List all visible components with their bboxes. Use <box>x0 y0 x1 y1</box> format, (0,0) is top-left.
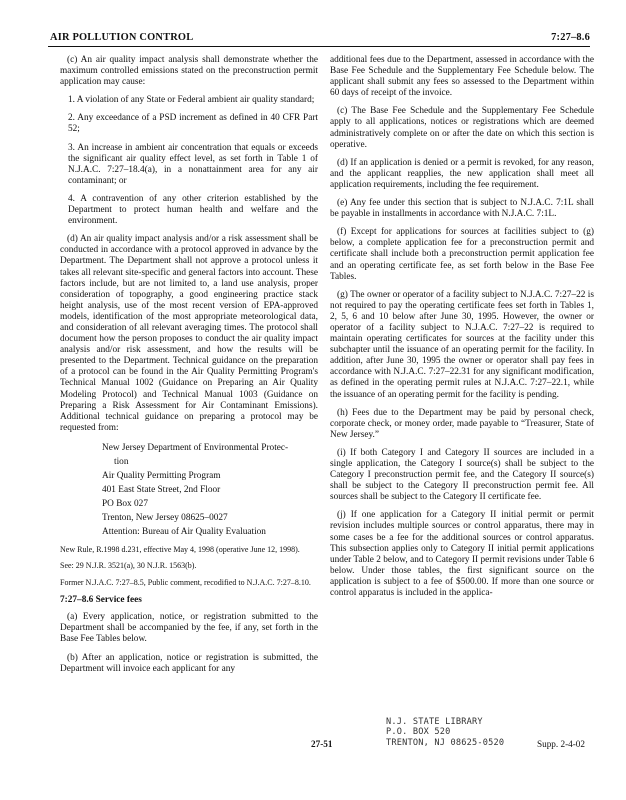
paragraph-d: (d) An air quality impact analysis and/or a risk assessment shall be conducted in accordance with a protocol approved in advance by the Department. The Department shall not approve a protocol unless it takes all relevant site-specific and general factors into account. These factors include, but are not limited to, a land use analysis, proper consideration of topography, a good engineering practice stack height analysis, use of the most recent version of EPA-approved models, identification of the most appropriate meteorological data, and consideration of all relevant averaging times. The protocol shall document how the person proposes to conduct the air quality impact analysis and/or risk assessment, and how the results will be presented to the Department. Technical guidance on the preparation of a protocol can be found in the Air Quality Permitting Program's Technical Manual 1002 (Guidance on Preparing an Air Quality Modeling Protocol) and Technical Manual 1003 (Guidance on Preparing a Risk Assessment for Air Contaminant Emissions). Additional technical guidance on preparing a protocol may be requested from: <box>60 234 318 433</box>
address-line-city: Trenton, New Jersey 08625–0027 <box>102 512 228 523</box>
address-line-street: 401 East State Street, 2nd Floor <box>102 484 221 495</box>
list-item-2: 2. Any exceedance of a PSD increment as defined in 40 CFR Part 52; <box>68 113 318 135</box>
list-item-3: 3. An increase in ambient air concentration that equals or exceeds the significant air quality effect level, as set forth in Table 1 of N.J.A.C. 7:27–18.4(a), in a nonattainment area for any air contaminant; or <box>68 142 318 186</box>
paragraph-b-continued: additional fees due to the Department, assessed in accordance with the Base Fee Schedule and the Supplementary Fee Schedule below. The applicant shall submit any fees so assessed to the Department within 60 days of receipt of the invoice. <box>330 55 594 99</box>
page-number: 27-51 <box>311 739 333 749</box>
stamp-line-city: TRENTON, NJ 08625-0520 <box>386 737 505 748</box>
paragraph-j-fees: (j) If one application for a Category II initial permit or permit revision includes multiple sources or control apparatus, there may in some cases be a fee for the additional sources or control apparatus. This subsection applies only to Category II initial permit applications under Table 2 below, and to Category II permit revisions under Table 6 below. Under those tables, the first significant source on the application is subject to a fee of $500.00. If more than one source or control apparatus is included in the applica- <box>330 510 594 599</box>
history-note-see: See: 29 N.J.R. 3521(a), 30 N.J.R. 1563(b). <box>60 561 197 571</box>
paragraph-c: (c) An air quality impact analysis shall demonstrate whether the maximum controlled emissions stated on the preconstruction permit application may cause: <box>60 55 318 88</box>
address-line-pobox: PO Box 027 <box>102 498 148 509</box>
paragraph-c-fees: (c) The Base Fee Schedule and the Supplementary Fee Schedule apply to all applications, notices or registrations which are deemed administratively complete on or after the date on which this section is operative. <box>330 106 594 150</box>
list-item-1: 1. A violation of any State or Federal ambient air quality standard; <box>68 95 315 106</box>
header-section-number: 7:27–8.6 <box>551 32 590 43</box>
paragraph-d-fees: (d) If an application is denied or a permit is revoked, for any reason, and the applicant reapplies, the new application shall meet all application requirements, including the fee requirement. <box>330 157 594 190</box>
stamp-line-library: N.J. STATE LIBRARY <box>386 717 483 727</box>
address-line-program: Air Quality Permitting Program <box>102 470 221 481</box>
running-header <box>48 31 590 47</box>
paragraph-b: (b) After an application, notice or registration is submitted, the Department will invoice each applicant for any <box>60 652 318 674</box>
history-note-former: Former N.J.A.C. 7:27–8.5, Public comment, recodified to N.J.A.C. 7:27–8.10. <box>60 577 311 587</box>
paragraph-i-fees: (i) If both Category I and Category II sources are included in a single application, the Category I source(s) shall be subject to the Category I preconstruction permit fee, and the Category II source(s) shall be subject to the Category II preconstruction permit fee. All sources shall be subject to the Category II certificate fee. <box>330 447 594 503</box>
history-note-rule: New Rule, R.1998 d.231, effective May 4, 1998 (operative June 12, 1998). <box>60 544 300 554</box>
list-item-4: 4. A contravention of any other criterion established by the Department to protect human health and welfare and the environment. <box>68 193 318 227</box>
supplement-date: Supp. 2-4-02 <box>537 739 585 749</box>
paragraph-h-fees: (h) Fees due to the Department may be paid by personal check, corporate check, or money order, made payable to “Treasurer, State of New Jersey.” <box>330 407 594 440</box>
right-column <box>330 55 594 606</box>
paragraph-a: (a) Every application, notice, or registration submitted to the Department shall be accompanied by the fee, if any, set forth in the Base Fee Tables below. <box>60 612 318 645</box>
header-title: AIR POLLUTION CONTROL <box>50 32 194 43</box>
library-stamp <box>386 717 504 748</box>
address-line-attention: Attention: Bureau of Air Quality Evaluation <box>102 526 266 537</box>
section-heading: 7:27–8.6 Service fees <box>60 595 142 606</box>
stamp-line-box: P.O. BOX 520 <box>386 727 451 738</box>
left-column <box>60 55 318 682</box>
address-line-agency: New Jersey Department of Environmental Protec- <box>102 442 289 453</box>
paragraph-f-fees: (f) Except for applications for sources at facilities subject to (g) below, a complete application fee for a preconstruction permit and certificate shall include both a preconstruction permit application fee and an operating certificate fee, as set forth below in the Base Fee Tables. <box>330 227 594 282</box>
mailing-address <box>60 441 318 539</box>
paragraph-g-fees: (g) The owner or operator of a facility subject to N.J.A.C. 7:27–22 is not required to pay the operating certificate fees set forth in Tables 1, 2, 5, 6 and 10 below after June 30, 1995. However, the owner or operator of a facility subject to N.J.A.C. 7:27–22 is required to maintain operating certificates for sources at the facility under this subchapter until the issuance of an operating permit for the facility. In addition, after June 30, 1995 the owner or operator shall pay fees in accordance with N.J.A.C. 7:27–22.31 for any significant modification, as defined in the operating permit rules at N.J.A.C. 7:27–22.1, while the issuance of an operating permit for the facility is pending. <box>330 289 594 400</box>
paragraph-e-fees: (e) Any fee under this section that is subject to N.J.A.C. 7:1L shall be payable in installments in accordance with N.J.A.C. 7:1L. <box>330 198 594 220</box>
address-line-agency-cont: tion <box>114 456 129 467</box>
